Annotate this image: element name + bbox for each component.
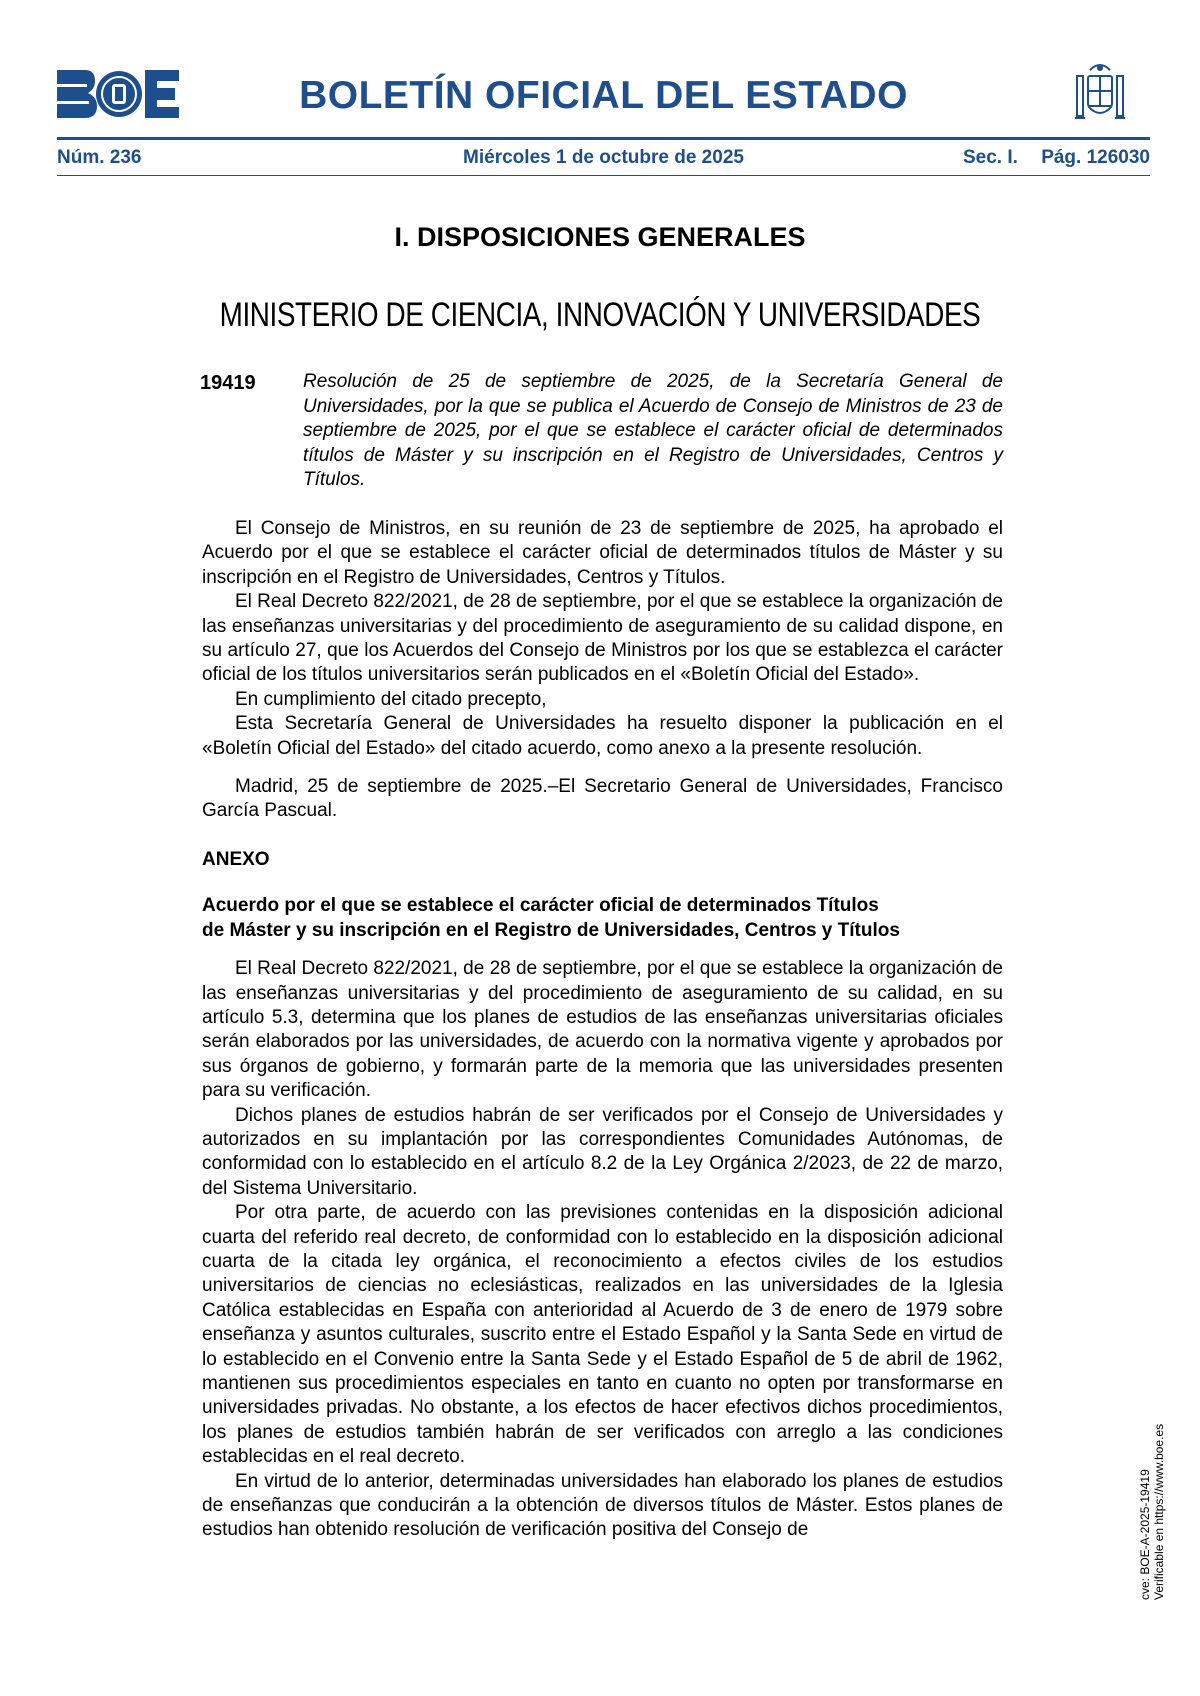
paragraph: En virtud de lo anterior, determinadas universidades han elaborado los planes de estudios de enseñanzas que conducirán a la obtención de diversos títulos de Máster. Estos planes de estudios han obtenido resolución de verificación positiva del Consejo de [202, 1470, 1003, 1541]
annex-title-line2: de Máster y su inscripción en el Registro de Universidades, Centros y Títulos [202, 919, 900, 941]
meta-rule [57, 175, 1150, 176]
page-number: Pág. 126030 [1041, 147, 1150, 168]
document-body [202, 517, 1003, 1543]
signature: Madrid, 25 de septiembre de 2025.–El Secretario General de Universidades, Francisco García Pascual. [202, 776, 1003, 822]
verification-sidebar [1138, 1360, 1166, 1600]
coat-of-arms-icon [1072, 60, 1128, 128]
disposition-title: Resolución de 25 de septiembre de 2025, de la Secretaría General de Universidades, por la que se publica el Acuerdo de Consejo de Ministros de 23 de septiembre de 2025, por el que se establece el carácter oficial de determinados títulos de Máster y su inscripción en el Registro de Universidades, Centros y Títulos. [303, 371, 1003, 490]
paragraph: Esta Secretaría General de Universidades ha resuelto disponer la publicación en el «Boletín Oficial del Estado» del citado acuerdo, como anexo a la presente resolución. [202, 713, 1003, 759]
annex-label: ANEXO [202, 848, 270, 870]
header-rule [57, 137, 1150, 140]
paragraph: El Real Decreto 822/2021, de 28 de septiembre, por el que se establece la organización de las enseñanzas universitarias y del procedimiento de aseguramiento de su calidad, en su artículo 5.3, determina que los planes de estudios de las enseñanzas universitarias oficiales serán elaborados por las universidades, de acuerdo con la normativa vigente y aprobados por sus órganos de gobierno, y formarán parte de la memoria que las universidades presenten para su verificación. [202, 958, 1003, 1102]
ministry-heading: MINISTERIO DE CIENCIA, INNOVACIÓN Y UNIVERSIDADES [219, 296, 981, 334]
paragraph: En cumplimiento del citado precepto, [235, 688, 547, 710]
issue-metadata [57, 147, 1150, 171]
cve-code: cve: BOE-A-2025-19419 [1138, 1469, 1152, 1600]
disposition-number: 19419 [200, 372, 256, 394]
issue-date: Miércoles 1 de octubre de 2025 [463, 147, 744, 168]
paragraph: El Consejo de Ministros, en su reunión de 23 de septiembre de 2025, ha aprobado el Acuerdo por el que se establece el carácter oficial de determinados títulos de Máster y su inscripción en el Registro de Universidades, Centros y Títulos. [202, 518, 1003, 588]
section-heading: I. DISPOSICIONES GENERALES [394, 222, 806, 252]
verification-link[interactable]: Verificable en https://www.boe.es [1152, 1423, 1166, 1600]
publication-title: BOLETÍN OFICIAL DEL ESTADO [299, 74, 908, 117]
section-ref: Sec. I. [962, 147, 1018, 168]
paragraph: Dichos planes de estudios habrán de ser verificados por el Consejo de Universidades y autorizados en su implantación por las correspondientes Comunidades Autónomas, de conformidad con lo establecido en el artículo 8.2 de la Ley Orgánica 2/2023, de 22 de marzo, del Sistema Universitario. [202, 1104, 1003, 1199]
annex-title-line1: Acuerdo por el que se establece el carácter oficial de determinados Títulos [202, 895, 879, 917]
page-header [57, 60, 1150, 130]
issue-number: Núm. 236 [57, 147, 142, 168]
paragraph: El Real Decreto 822/2021, de 28 de septiembre, por el que se establece la organización de las enseñanzas universitarias y del procedimiento de aseguramiento de su calidad dispone, en su artículo 27, que los Acuerdos del Consejo de Ministros por los que se establezca el carácter oficial de los títulos universitarios serán publicados en el «Boletín Oficial del Estado». [202, 591, 1003, 686]
paragraph: Por otra parte, de acuerdo con las previsiones contenidas en la disposición adicional cuarta del referido real decreto, de conformidad con lo establecido en la disposición adicional cuarta de la citada ley orgánica, el reconocimiento a efectos civiles de los estudios universitarios de ciencias no eclesiásticas, realizados en las universidades de la Iglesia Católica establecidas en España con anterioridad al Acuerdo de 3 de enero de 1979 sobre enseñanza y asuntos culturales, suscrito entre el Estado Español y la Santa Sede en virtud de lo establecido en el Convenio entre la Santa Sede y el Estado Español de 5 de abril de 1962, mantienen sus procedimientos especiales en tanto en cuanto no opten por transformarse en universidades privadas. No obstante, a los efectos de hacer efectivos dichos procedimientos, los planes de estudios también habrán de ser verificados con arreglo a las condiciones establecidas en el real decreto. [202, 1202, 1003, 1468]
